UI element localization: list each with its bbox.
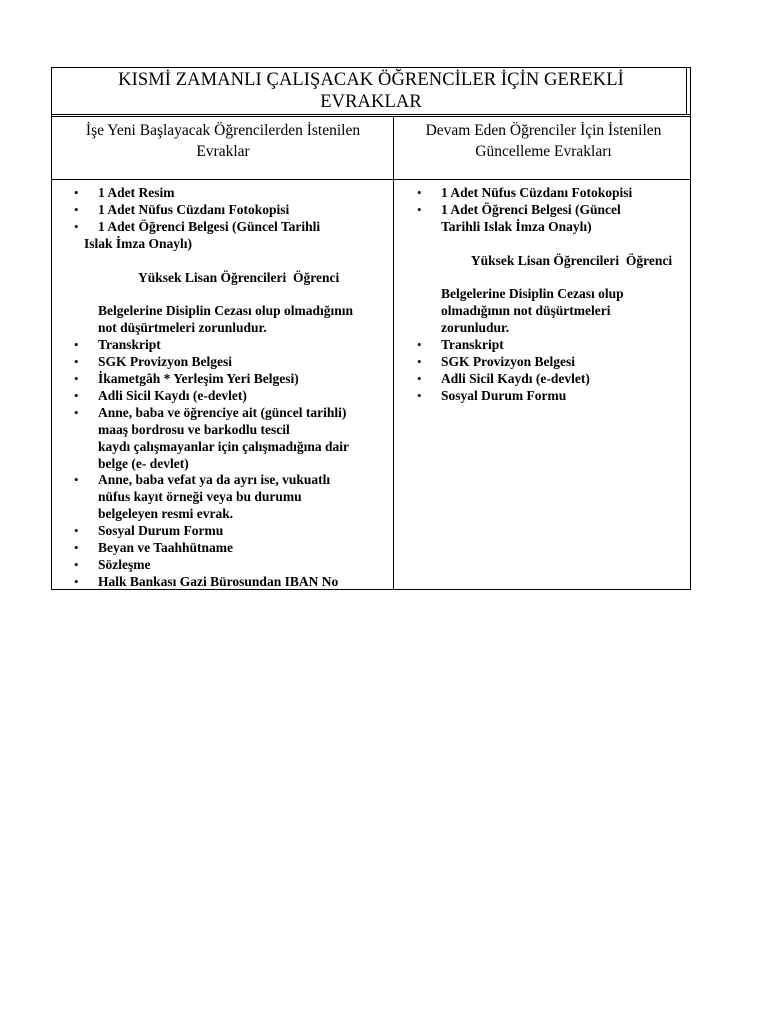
right-document-list bbox=[395, 185, 691, 405]
list-item-text: 1 Adet Resim bbox=[98, 185, 175, 200]
bullet-icon: • bbox=[74, 354, 79, 370]
list-item-continuation bbox=[52, 320, 393, 337]
list-item-text: Transkript bbox=[441, 337, 504, 353]
list-item-continuation bbox=[52, 253, 393, 304]
bullet-icon: • bbox=[74, 573, 79, 589]
bullet-icon: • bbox=[417, 370, 422, 386]
list-item-continuation bbox=[52, 422, 393, 439]
bullet-icon: • bbox=[74, 370, 79, 386]
continuation-text: maaş bordrosu ve barkodlu tescil bbox=[98, 421, 290, 437]
list-item-text: 1 Adet Öğrenci Belgesi (Güncel Tarihli bbox=[98, 218, 321, 234]
list-item bbox=[52, 354, 393, 371]
list-item bbox=[395, 337, 691, 354]
list-item-continuation bbox=[395, 303, 691, 320]
continuation-text: Tarihli Islak İmza Onaylı) bbox=[441, 218, 592, 234]
list-item-text: Adli Sicil Kaydı (e-devlet) bbox=[98, 387, 247, 403]
list-item bbox=[52, 557, 393, 574]
list-item-continuation bbox=[52, 506, 393, 523]
list-item-text: 1 Adet Nüfus Cüzdanı Fotokopisi bbox=[98, 201, 290, 217]
list-item bbox=[52, 337, 393, 354]
continuation-text: belge (e- devlet) bbox=[98, 455, 189, 471]
list-item bbox=[52, 523, 393, 540]
list-item bbox=[52, 472, 393, 489]
list-item bbox=[52, 405, 393, 422]
list-item-text: Beyan ve Taahhütname bbox=[98, 540, 234, 556]
list-item-text: Sözleşme bbox=[98, 556, 151, 572]
list-item-continuation bbox=[395, 236, 691, 287]
list-item bbox=[395, 371, 691, 388]
continuation-text: belgeleyen resmi evrak. bbox=[98, 506, 234, 522]
bullet-icon: • bbox=[417, 185, 422, 200]
right-header-line-2: Güncelleme Evrakları bbox=[475, 143, 612, 160]
bullet-icon: • bbox=[417, 354, 422, 370]
continuation-text: Belgelerine Disiplin Cezası olup olmadığının bbox=[98, 303, 354, 319]
left-document-list bbox=[52, 185, 393, 591]
bullet-icon: • bbox=[74, 387, 79, 403]
list-item bbox=[395, 185, 691, 202]
bullet-icon: • bbox=[74, 556, 79, 572]
list-item-text: Transkript bbox=[98, 337, 161, 353]
list-item-continuation bbox=[395, 286, 691, 303]
bullet-icon: • bbox=[417, 337, 422, 353]
list-item-text: Sosyal Durum Formu bbox=[441, 387, 567, 403]
continuation-text: Belgelerine Disiplin Cezası olup bbox=[441, 286, 624, 302]
bullet-icon: • bbox=[74, 523, 79, 539]
list-item bbox=[52, 371, 393, 388]
left-column-body bbox=[52, 180, 393, 591]
continuation-text: Yüksek Lisan Öğrencileri Öğrenci bbox=[468, 252, 673, 268]
requirements-table bbox=[51, 67, 691, 590]
title-line-1: KISMİ ZAMANLI ÇALIŞACAK ÖĞRENCİLER İÇİN GEREKLİ bbox=[118, 70, 624, 90]
list-item-text: İkametgâh * Yerleşim Yeri Belgesi) bbox=[98, 370, 299, 386]
right-column-header bbox=[396, 117, 691, 179]
column-headers bbox=[52, 117, 690, 180]
continuation-text: olmadığının not düşürtmeleri bbox=[441, 303, 611, 319]
continuation-text: nüfus kayıt örneği veya bu durumu bbox=[98, 489, 302, 505]
continuation-text: Yüksek Lisan Öğrencileri Öğrenci bbox=[125, 269, 340, 285]
list-item-text: SGK Provizyon Belgesi bbox=[98, 354, 232, 370]
list-item bbox=[52, 540, 393, 557]
continuation-text: kaydı çalışmayanlar için çalışmadığına dair bbox=[98, 438, 350, 454]
list-item-text: SGK Provizyon Belgesi bbox=[441, 354, 575, 370]
list-item bbox=[52, 185, 393, 202]
list-item-continuation bbox=[395, 320, 691, 337]
right-column-body bbox=[395, 180, 691, 405]
list-item-continuation bbox=[52, 439, 393, 456]
title-line-2: EVRAKLAR bbox=[320, 92, 422, 112]
list-item-continuation bbox=[52, 236, 393, 253]
list-item-continuation bbox=[52, 456, 393, 473]
bullet-icon: • bbox=[74, 201, 79, 217]
left-header-line-1: İşe Yeni Başlayacak Öğrencilerden İstenilen bbox=[85, 122, 361, 139]
left-header-line-2: Evraklar bbox=[196, 143, 250, 160]
right-header-line-1: Devam Eden Öğrenciler İçin İstenilen bbox=[425, 122, 662, 139]
list-item-text: Halk Bankası Gazi Bürosundan IBAN No bbox=[98, 573, 339, 589]
list-item-continuation bbox=[52, 303, 393, 320]
bullet-icon: • bbox=[74, 540, 79, 556]
bullet-icon: • bbox=[74, 218, 79, 234]
list-item bbox=[395, 202, 691, 219]
list-item bbox=[395, 354, 691, 371]
bullet-icon: • bbox=[74, 185, 79, 200]
document-title bbox=[52, 68, 690, 117]
list-item-text: Anne, baba vefat ya da ayrı ise, vukuatlı bbox=[98, 472, 331, 488]
list-item-text: Sosyal Durum Formu bbox=[98, 523, 224, 539]
list-item bbox=[52, 202, 393, 219]
list-item-text: 1 Adet Öğrenci Belgesi (Güncel bbox=[441, 201, 621, 217]
continuation-text: zorunludur. bbox=[441, 320, 510, 336]
column-divider bbox=[393, 117, 394, 589]
list-item-text: Anne, baba ve öğrenciye ait (güncel tarihli) bbox=[98, 404, 347, 420]
continuation-text: not düşürtmeleri zorunludur. bbox=[98, 320, 267, 336]
list-item-continuation bbox=[395, 219, 691, 236]
list-item-text: 1 Adet Nüfus Cüzdanı Fotokopisi bbox=[441, 185, 633, 200]
list-item bbox=[52, 388, 393, 405]
list-item-text: Adli Sicil Kaydı (e-devlet) bbox=[441, 370, 590, 386]
bullet-icon: • bbox=[74, 337, 79, 353]
bullet-icon: • bbox=[74, 404, 79, 420]
left-column-header bbox=[52, 117, 394, 179]
list-item bbox=[52, 574, 393, 591]
bullet-icon: • bbox=[417, 201, 422, 217]
bullet-icon: • bbox=[417, 387, 422, 403]
list-item-continuation bbox=[52, 489, 393, 506]
bullet-icon: • bbox=[74, 472, 79, 488]
title-border-right bbox=[686, 68, 690, 114]
list-item bbox=[395, 388, 691, 405]
list-item bbox=[52, 219, 393, 236]
continuation-text: Islak İmza Onaylı) bbox=[84, 235, 193, 251]
